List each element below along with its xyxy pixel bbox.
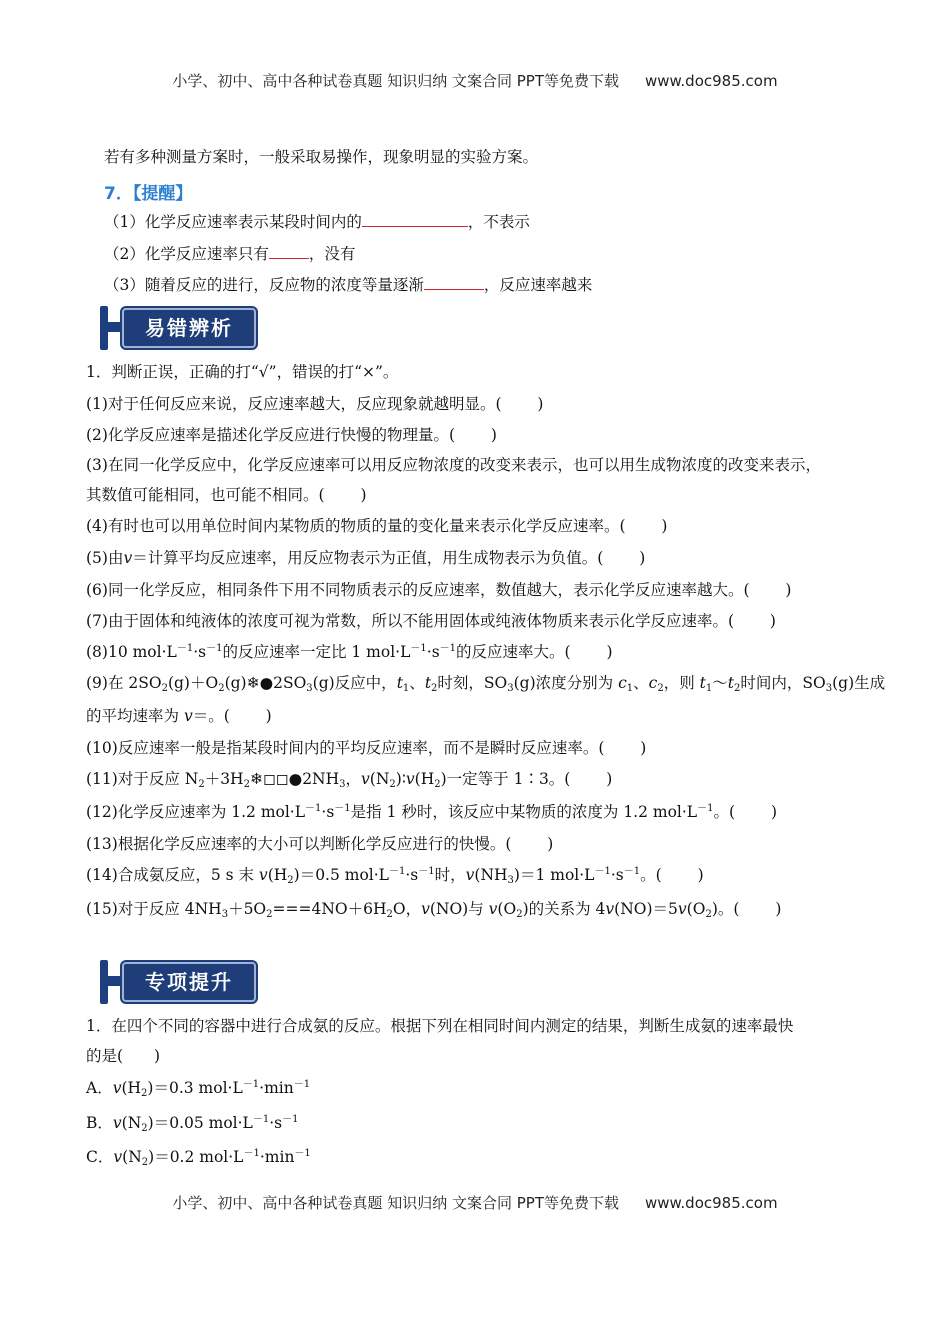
judge-question: 1．判断正误，正确的打“√”，错误的打“×”。 <box>86 363 399 381</box>
banner-bar <box>100 306 108 350</box>
reminder-1 <box>104 212 530 232</box>
judge-item-6: (6)同一化学反应，相同条件下用不同物质表示的反应速率，数值越大，表示化学反应速率越大。( ) <box>86 581 792 599</box>
mc-question-line1: 1．在四个不同的容器中进行合成氨的反应。根据下列在相同时间内测定的结果，判断生成氨的速率最快 <box>86 1017 794 1035</box>
judge-item-8: (8)10 $mol\cdot L^{-1}\cdot s^{-1}$的反应速率一定比 1 $mol\cdot L^{-1}\cdot s^{-1}$的反应速率大。( ) <box>86 643 613 661</box>
judge-item-13: (13)根据化学反应速率的大小可以判断化学反应进行的快慢。( ) <box>86 835 554 853</box>
reminder-2 <box>104 244 355 264</box>
judge-item-12: (12)化学反应速率为 1.2 $mol\cdot L^{-1}\cdot s^{-1}$是指 1 秒时，该反应中某物质的浓度为 1.2 $mol\cdot L^{-1}$。( ) <box>86 803 778 821</box>
reminder-2-pre: （2）化学反应速率只有 <box>104 245 269 263</box>
mc-option-a: A．$v(H_2)=0.3$ $mol\cdot L^{-1}\cdot\min^{-1}$ <box>86 1079 311 1099</box>
banner-title: 专项提升 <box>122 962 256 1002</box>
banner-notch <box>108 322 122 332</box>
reminder-2-post: ，没有 <box>308 245 356 263</box>
judge-item-2: (2)化学反应速率是描述化学反应进行快慢的物理量。( ) <box>86 426 497 444</box>
reminder-3 <box>104 275 592 295</box>
judge-item-7: (7)由于固体和纯液体的浓度可视为常数，所以不能用固体或纯液体物质来表示化学反应速率。( ) <box>86 612 776 630</box>
banner-bar <box>100 960 108 1004</box>
fill-blank <box>362 212 468 227</box>
banner-notch <box>108 976 122 986</box>
judge-item-14: (14)合成氨反应，5 s 末 $v(H_2)=0.5$ $mol\cdot L^{-1}\cdot s^{-1}$时，$v(NH_3)=1$ $mol\cdot L^{-1}\cdot s^{-1}$。( ) <box>86 866 704 886</box>
reminder-3-pre: （3）随着反应的进行，反应物的浓度等量逐渐 <box>104 276 424 294</box>
reminder-1-post: ，不表示 <box>467 213 530 231</box>
section-banner-practice <box>100 960 256 1004</box>
footer-text: 小学、初中、高中各种试卷真题 知识归纳 文案合同 PPT等免费下载 <box>172 1194 619 1212</box>
banner-title: 易错辨析 <box>122 308 256 348</box>
judge-item-11: (11)对于反应 $N_2+3H_2❄◻◻●2NH_3$，$v(N_2)∶v(H_2)$一定等于 1∶3。( ) <box>86 770 613 790</box>
page-header <box>0 70 950 91</box>
intro-text: 若有多种测量方案时，一般采取易操作，现象明显的实验方案。 <box>104 148 539 166</box>
mc-question-line2: 的是( ) <box>86 1047 161 1065</box>
judge-item-9b: 的平均速率为 v＝。( ) <box>86 707 272 725</box>
judge-item-10: (10)反应速率一般是指某段时间内的平均反应速率，而不是瞬时反应速率。( ) <box>86 739 647 757</box>
mc-option-c: C．$v(N_2)=0.2$ $mol\cdot L^{-1}\cdot\min^{-1}$ <box>86 1148 311 1168</box>
fill-blank <box>269 244 309 259</box>
judge-item-3a: (3)在同一化学反应中，化学反应速率可以用反应物浓度的改变来表示，也可以用生成物浓度的改变来表示， <box>86 456 821 474</box>
judge-item-15: (15)对于反应 $4NH_3+5O_2===4NO+6H_2O$，v(NO)与 $v(O_2)$的关系为 $4v(NO)=5v(O_2)$。( ) <box>86 900 782 920</box>
page-footer <box>0 1192 950 1213</box>
section-banner-errors <box>100 306 256 350</box>
section-7-title: 7．【提醒】 <box>104 184 193 204</box>
judge-item-9a: (9)在 $2SO_2(g)+O_2(g)❄●2SO_3(g)$反应中，$t_1$、$t_2$时刻，$SO_3(g)$浓度分别为 $c_1$、$c_2$，则 $t_1\sim t_2$时间内，$SO_3(g)$生成 <box>86 674 886 694</box>
header-site[interactable]: www.doc985.com <box>644 72 778 90</box>
judge-item-5: (5)由v＝计算平均反应速率，用反应物表示为正值，用生成物表示为负值。( ) <box>86 549 646 567</box>
judge-item-3b: 其数值可能相同，也可能不相同。( ) <box>86 486 367 504</box>
header-text: 小学、初中、高中各种试卷真题 知识归纳 文案合同 PPT等免费下载 <box>172 72 619 90</box>
judge-item-4: (4)有时也可以用单位时间内某物质的物质的量的变化量来表示化学反应速率。( ) <box>86 517 668 535</box>
mc-option-b: B．$v(N_2)=0.05$ $mol\cdot L^{-1}\cdot s^{-1}$ <box>86 1114 299 1134</box>
reminder-1-pre: （1）化学反应速率表示某段时间内的 <box>104 213 362 231</box>
fill-blank <box>424 275 484 290</box>
judge-item-5-post: ＝计算平均反应速率，用反应物表示为正值，用生成物表示为负值。( ) <box>132 549 646 567</box>
reminder-3-post: ，反应速率越来 <box>483 276 593 294</box>
judge-item-5-pre: (5)由 <box>86 549 124 567</box>
judge-item-1: (1)对于任何反应来说，反应速率越大，反应现象就越明显。( ) <box>86 395 544 413</box>
footer-site[interactable]: www.doc985.com <box>644 1194 778 1212</box>
